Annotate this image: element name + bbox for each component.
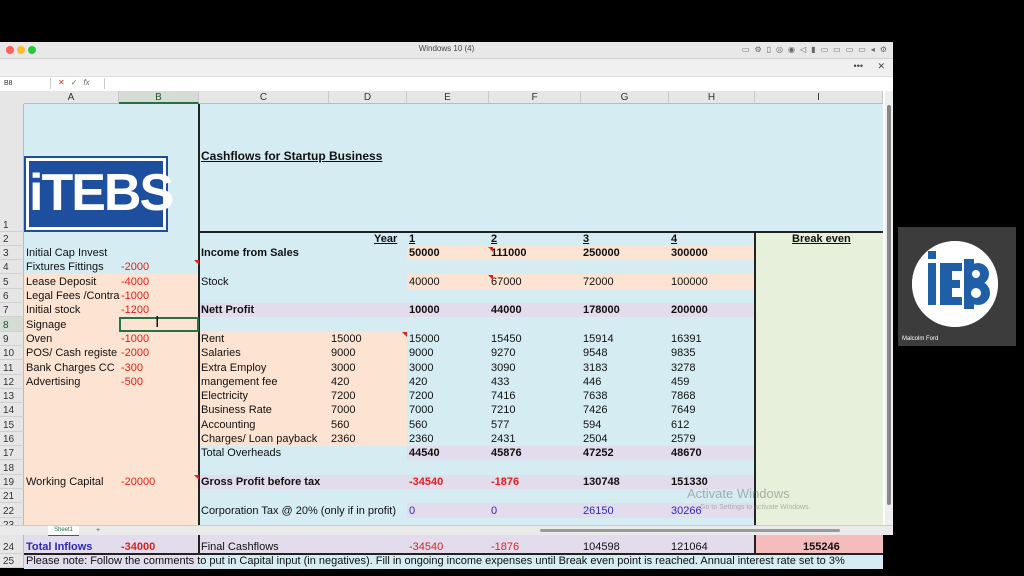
capital-value[interactable]: -1000 — [121, 290, 150, 302]
note-text[interactable]: Please note: Follow the comments to put in Capital input (in negatives). Fill in ongoing income expenses until Break even point is reached. Annual interest rate set to 3% — [26, 555, 845, 567]
row-header-18[interactable]: 18 — [0, 460, 24, 475]
capital-label[interactable]: Advertising — [26, 376, 81, 388]
overhead-value[interactable]: 9548 — [583, 347, 608, 359]
row-header-2[interactable]: 2 — [0, 232, 24, 246]
year-4-header[interactable]: 4 — [671, 233, 678, 245]
capital-label[interactable]: Initial Cap Invest — [26, 247, 108, 259]
final-cashflows-value[interactable]: -34540 — [409, 541, 444, 553]
gear-icon[interactable]: ⚙ — [879, 45, 887, 54]
column-header-b[interactable]: B — [119, 91, 199, 104]
overhead-value[interactable]: 2360 — [409, 433, 434, 445]
participant-avatar — [912, 241, 998, 327]
overhead-value[interactable]: 7426 — [583, 404, 608, 416]
column-header-i[interactable]: I — [755, 91, 883, 104]
row-header-15[interactable]: 15 — [0, 417, 24, 432]
overhead-base[interactable]: 9000 — [331, 347, 356, 359]
overhead-base[interactable]: 420 — [331, 376, 350, 388]
function-icon[interactable]: fx — [83, 78, 90, 87]
overhead-value[interactable]: 7638 — [583, 390, 608, 402]
camera-icon[interactable]: ◎ — [776, 45, 784, 54]
text-cursor-icon: I — [155, 314, 160, 331]
window-title: Windows 10 (4) — [418, 44, 475, 53]
overhead-value[interactable]: 16391 — [671, 333, 702, 345]
capital-value[interactable]: -1000 — [121, 333, 150, 345]
year-2-header[interactable]: 2 — [491, 233, 498, 245]
stock-value[interactable]: 67000 — [491, 276, 522, 288]
income-value[interactable]: 300000 — [671, 247, 708, 259]
overhead-value[interactable]: 3090 — [491, 362, 516, 374]
total-overheads-label[interactable]: Total Overheads — [201, 447, 282, 459]
row-header-19[interactable]: 19 — [0, 475, 24, 489]
income-value[interactable]: 250000 — [583, 247, 620, 259]
keyboard-icon[interactable]: ▭ — [741, 45, 750, 54]
row-header-22[interactable]: 22 — [0, 503, 24, 518]
ebs-logo-icon — [912, 241, 998, 327]
corp-tax-value[interactable]: 26150 — [583, 505, 614, 517]
horizontal-scrollbar[interactable] — [540, 529, 840, 532]
overhead-value[interactable]: 9270 — [491, 347, 516, 359]
total-inflows-value[interactable]: -34000 — [121, 541, 156, 553]
column-header-f[interactable]: F — [489, 91, 581, 104]
total-inflows-label[interactable]: Total Inflows — [26, 541, 93, 553]
overhead-value[interactable]: 15450 — [491, 333, 522, 345]
cancel-icon[interactable]: ✕ — [58, 78, 65, 87]
sheet-tab[interactable]: Sheet1 — [48, 526, 79, 536]
total-overheads-value[interactable]: 44540 — [409, 447, 440, 459]
row-header-5[interactable]: 5 — [0, 274, 24, 289]
overhead-base[interactable]: 2360 — [331, 433, 356, 445]
overhead-label[interactable]: Electricity — [201, 390, 249, 402]
network-icon[interactable]: ◉ — [788, 45, 795, 54]
row-header-11[interactable]: 11 — [0, 360, 24, 375]
corp-tax-value[interactable]: 30266 — [671, 505, 702, 517]
capital-label[interactable]: Oven — [26, 333, 53, 345]
nett-profit-value[interactable]: 200000 — [671, 304, 708, 316]
final-cashflows-value[interactable]: -1876 — [491, 541, 520, 553]
overhead-value[interactable]: 3278 — [671, 362, 696, 374]
break-even-header[interactable]: Break even — [792, 233, 851, 245]
column-header-e[interactable]: E — [407, 91, 489, 104]
comment-marker — [194, 260, 199, 265]
break-even-value[interactable]: 155246 — [803, 541, 840, 553]
participant-name: Malcolm Ford — [902, 336, 939, 342]
capital-label[interactable]: Fixtures Fittings — [26, 261, 104, 273]
vertical-scrollbar[interactable] — [885, 91, 893, 525]
video-icon[interactable]: ▭ — [845, 45, 854, 54]
nett-profit-value[interactable]: 178000 — [583, 304, 620, 316]
corp-tax-value[interactable]: 0 — [409, 505, 416, 517]
gross-profit-value[interactable]: -34540 — [409, 476, 444, 488]
formula-input[interactable] — [104, 78, 885, 89]
capital-value[interactable]: -2000 — [121, 347, 150, 359]
row-header-1[interactable]: 1 — [0, 104, 24, 232]
overhead-value[interactable]: 7210 — [491, 404, 516, 416]
working-capital-label[interactable]: Working Capital — [26, 476, 104, 488]
stock-value[interactable]: 72000 — [583, 276, 614, 288]
overhead-value[interactable]: 3000 — [409, 362, 434, 374]
overhead-value[interactable]: 2504 — [583, 433, 608, 445]
overhead-label[interactable]: Charges/ Loan payback — [201, 433, 318, 445]
overhead-value[interactable]: 7649 — [671, 404, 696, 416]
nett-profit-value[interactable]: 44000 — [491, 304, 522, 316]
total-overheads-value[interactable]: 45876 — [491, 447, 522, 459]
total-overheads-row-fill — [407, 446, 755, 460]
capital-value[interactable]: -1200 — [121, 304, 150, 316]
overhead-value[interactable]: 420 — [409, 376, 428, 388]
overhead-value[interactable]: 3183 — [583, 362, 608, 374]
row-header-7[interactable]: 7 — [0, 303, 24, 317]
itebs-logo — [26, 158, 173, 230]
stock-label[interactable]: Stock — [201, 276, 229, 288]
overhead-base[interactable]: 560 — [331, 419, 350, 431]
overhead-value[interactable]: 2431 — [491, 433, 516, 445]
nett-profit-label[interactable]: Nett Profit — [201, 304, 255, 316]
gross-profit-value[interactable]: 151330 — [671, 476, 708, 488]
overhead-value[interactable]: 15000 — [409, 333, 440, 345]
year-1-header[interactable]: 1 — [409, 233, 416, 245]
overhead-value[interactable]: 446 — [583, 376, 602, 388]
enter-icon[interactable]: ✓ — [70, 78, 78, 87]
row-header-13[interactable]: 13 — [0, 389, 24, 403]
row-header-6[interactable]: 6 — [0, 289, 24, 303]
gross-profit-value[interactable]: 130748 — [583, 476, 620, 488]
overhead-base[interactable]: 3000 — [331, 362, 356, 374]
overhead-base[interactable]: 7000 — [331, 404, 356, 416]
final-cashflows-value[interactable]: 104598 — [583, 541, 620, 553]
overhead-label[interactable]: Extra Employ — [201, 362, 267, 374]
overhead-base[interactable]: 7200 — [331, 390, 356, 402]
video-tile[interactable] — [898, 227, 1016, 346]
folder-icon[interactable]: ▭ — [833, 45, 841, 54]
capital-label[interactable]: POS/ Cash registe — [26, 347, 118, 359]
usb-icon[interactable]: ▯ — [766, 45, 772, 54]
comment-marker — [488, 275, 493, 280]
comment-marker — [402, 332, 407, 337]
share-icon[interactable]: ▭ — [858, 45, 866, 54]
comment-marker — [488, 247, 493, 252]
final-cashflows-label[interactable]: Final Cashflows — [201, 541, 279, 553]
activate-windows-title: Activate Windows — [687, 486, 790, 501]
overhead-value[interactable]: 9000 — [409, 347, 434, 359]
column-header-h[interactable]: H — [669, 91, 755, 104]
secondary-toolbar — [0, 59, 893, 75]
capital-label[interactable]: Signage — [26, 319, 67, 331]
row-header-12[interactable]: 12 — [0, 375, 24, 389]
income-from-sales-label[interactable]: Income from Sales — [201, 247, 299, 259]
comment-marker — [194, 475, 199, 480]
capital-value[interactable]: -2000 — [121, 261, 150, 273]
vertical-scroll-thumb[interactable] — [887, 105, 891, 505]
capital-value[interactable]: -500 — [121, 376, 144, 388]
overhead-label[interactable]: Rent — [201, 333, 225, 345]
select-all-corner[interactable] — [0, 91, 25, 105]
total-overheads-value[interactable]: 47252 — [583, 447, 614, 459]
overhead-value[interactable]: 7000 — [409, 404, 434, 416]
logo-text: iTEBS — [29, 164, 173, 222]
capital-label[interactable]: Initial stock — [26, 304, 81, 316]
overhead-value[interactable]: 577 — [491, 419, 510, 431]
gross-profit-value[interactable]: -1876 — [491, 476, 520, 488]
final-cashflows-value[interactable]: 121064 — [671, 541, 708, 553]
app-window — [0, 42, 893, 567]
overhead-value[interactable]: 594 — [583, 419, 602, 431]
settings-icon[interactable]: ⚙ — [754, 45, 762, 54]
overhead-value[interactable]: 7416 — [491, 390, 516, 402]
capital-label[interactable]: Legal Fees /Contra — [26, 290, 120, 302]
more-options-icon[interactable]: ••• — [853, 61, 863, 71]
row-header-8[interactable]: 8 — [0, 317, 24, 332]
overhead-value[interactable]: 2579 — [671, 433, 696, 445]
add-sheet-icon[interactable]: + — [96, 527, 101, 534]
overhead-label[interactable]: Accounting — [201, 419, 256, 431]
row-header-16[interactable]: 16 — [0, 432, 24, 446]
year-3-header[interactable]: 3 — [583, 233, 590, 245]
row-header-4[interactable]: 4 — [0, 260, 24, 274]
overhead-value[interactable]: 7868 — [671, 390, 696, 402]
overhead-value[interactable]: 15914 — [583, 333, 614, 345]
column-header-d[interactable]: D — [329, 91, 407, 104]
column-header-c[interactable]: C — [199, 91, 329, 104]
corp-tax-value[interactable]: 0 — [491, 505, 498, 517]
close-icon[interactable]: ✕ — [877, 61, 885, 71]
overhead-label[interactable]: mangement fee — [201, 376, 278, 388]
overhead-value[interactable]: 459 — [671, 376, 690, 388]
overhead-base[interactable]: 15000 — [331, 333, 362, 345]
gross-profit-label[interactable]: Gross Profit before tax — [201, 476, 321, 488]
row-header-9[interactable]: 9 — [0, 332, 24, 346]
formula-bar-icons — [58, 78, 90, 87]
stock-value[interactable]: 40000 — [409, 276, 440, 288]
overhead-value[interactable]: 560 — [409, 419, 428, 431]
capital-value[interactable]: -4000 — [121, 276, 150, 288]
row-header-17[interactable]: 17 — [0, 446, 24, 460]
capital-value[interactable]: -300 — [121, 362, 144, 374]
overhead-value[interactable]: 612 — [671, 419, 690, 431]
row-header-24[interactable]: 24 — [0, 532, 24, 554]
total-overheads-value[interactable]: 48670 — [671, 447, 702, 459]
activate-windows-subtitle: Go to Settings to activate Windows. — [700, 504, 811, 511]
title-bar — [0, 42, 893, 59]
header-divider — [199, 231, 883, 233]
column-header-a[interactable]: A — [24, 91, 119, 104]
sheet-tab-bar — [0, 525, 893, 535]
income-value[interactable]: 50000 — [409, 247, 440, 259]
microphone-icon[interactable]: ▮ — [811, 45, 816, 54]
overhead-value[interactable]: 9835 — [671, 347, 696, 359]
row-header-25[interactable]: 25 — [0, 554, 24, 568]
sheet-title[interactable]: Cashflows for Startup Business — [201, 149, 383, 163]
overhead-value[interactable]: 7200 — [409, 390, 434, 402]
stock-value[interactable]: 100000 — [671, 276, 708, 288]
name-box[interactable]: B8 — [4, 78, 51, 89]
capital-label[interactable]: Bank Charges CC — [26, 362, 115, 374]
overhead-label[interactable]: Business Rate — [201, 404, 272, 416]
overhead-label[interactable]: Salaries — [201, 347, 241, 359]
chevron-left-icon[interactable]: ◂ — [870, 45, 875, 54]
income-value[interactable]: 111000 — [491, 247, 527, 259]
overhead-value[interactable]: 433 — [491, 376, 510, 388]
column-header-g[interactable]: G — [581, 91, 669, 104]
working-capital-value[interactable]: -20000 — [121, 476, 156, 488]
nett-profit-value[interactable]: 10000 — [409, 304, 440, 316]
formula-bar — [0, 76, 893, 92]
title-bar-icons — [742, 45, 887, 54]
corp-tax-label[interactable]: Corporation Tax @ 20% (only if in profit) — [201, 505, 396, 517]
capital-label[interactable]: Lease Deposit — [26, 276, 97, 288]
row-header-10[interactable]: 10 — [0, 346, 24, 360]
row-header-14[interactable]: 14 — [0, 403, 24, 417]
year-label[interactable]: Year — [374, 233, 398, 245]
row-header-3[interactable]: 3 — [0, 246, 24, 260]
row-header-21[interactable]: 21 — [0, 489, 24, 503]
disk-icon[interactable]: ▭ — [820, 45, 829, 54]
volume-icon[interactable]: ◁ — [800, 45, 807, 54]
